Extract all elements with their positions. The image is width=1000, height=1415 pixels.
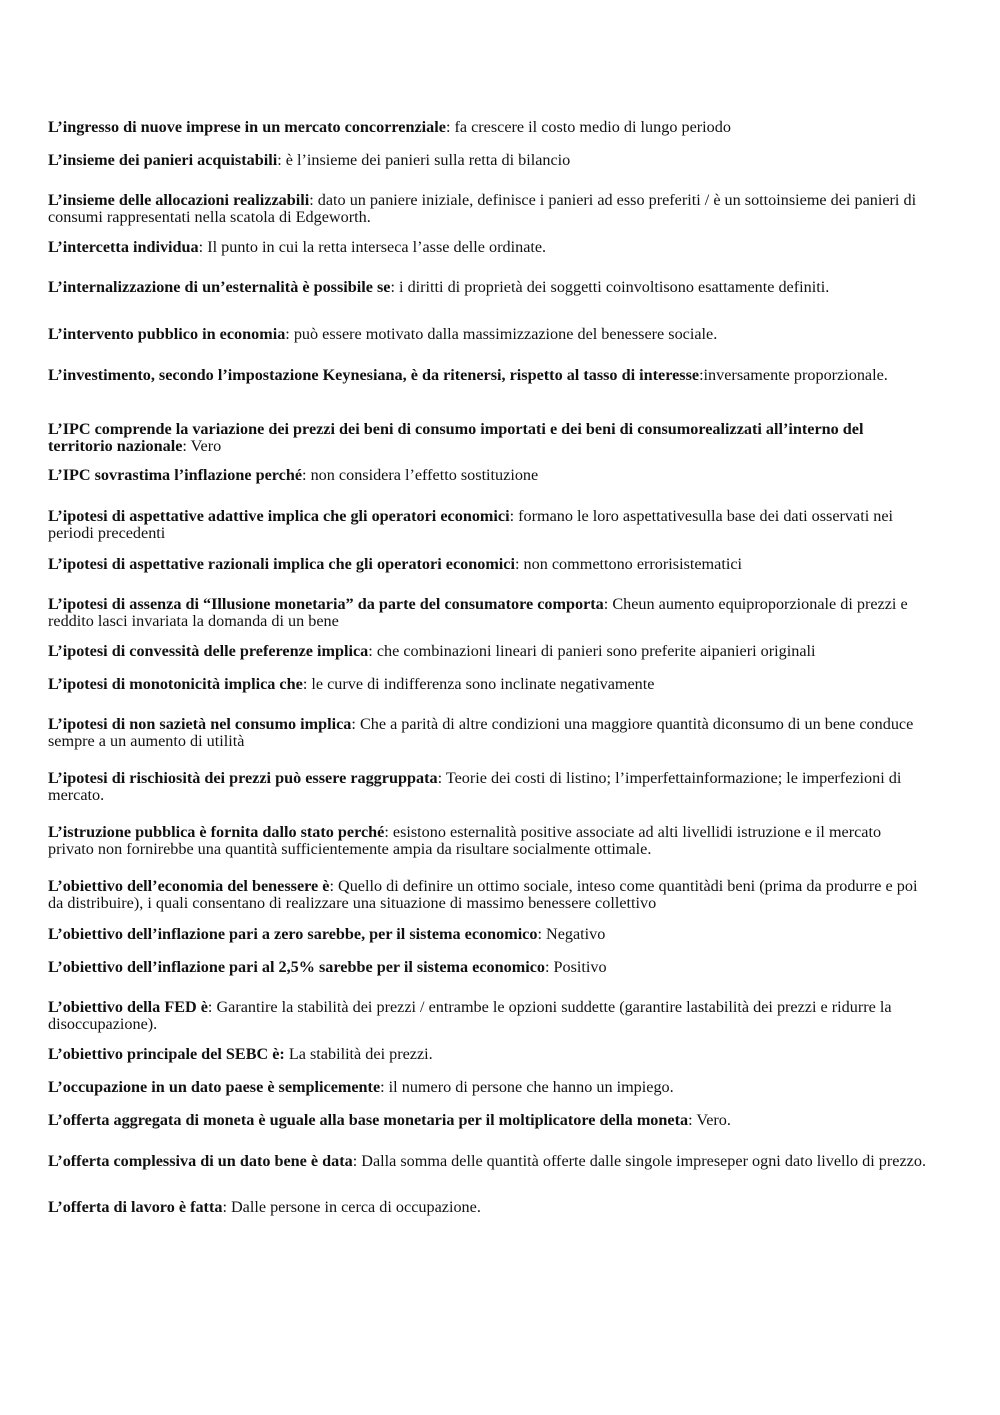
entry-definition: : il numero di persone che hanno un impiego. bbox=[380, 1078, 674, 1096]
entry-definition: : Quello di definire un ottimo sociale, inteso come quantitàdi beni (prima da produrre e poi da distribuire), i quali consentano di realizzare una situazione di massimo benessere collettivo bbox=[48, 877, 918, 912]
entry-definition: : Che a parità di altre condizioni una maggiore quantità diconsumo di un bene conduce sempre a un aumento di utilità bbox=[48, 715, 914, 750]
entry-term: L’IPC comprende la variazione dei prezzi dei beni di consumo importati e dei beni di consumorealizzati all’interno del territorio nazionale bbox=[48, 420, 864, 455]
entry-term: L’investimento, secondo l’impostazione Keynesiana, è da ritenersi, rispetto al tasso di interesse bbox=[48, 366, 700, 384]
entry-definition: :inversamente proporzionale. bbox=[699, 366, 888, 384]
entry-definition: : Il punto in cui la retta interseca l’asse delle ordinate. bbox=[198, 238, 547, 256]
entry-term: L’obiettivo della FED è bbox=[48, 998, 208, 1016]
glossary-entry bbox=[48, 1153, 928, 1170]
entry-definition: : Cheun aumento equiproporzionale di prezzi e reddito lasci invariata la domanda di un bene bbox=[48, 595, 908, 630]
entry-term: L’ipotesi di assenza di “Illusione monetaria” da parte del consumatore comporta bbox=[48, 595, 604, 613]
entry-term: L’insieme delle allocazioni realizzabili bbox=[48, 191, 310, 209]
entry-definition: : dato un paniere iniziale, definisce i panieri ad esso preferiti / è un sottoinsieme dei panieri di consumi rappresentati nella scatola di Edgeworth. bbox=[48, 191, 917, 226]
entry-definition: : non commettono errorisistematici bbox=[514, 555, 743, 573]
entry-definition: : Negativo bbox=[537, 925, 606, 943]
entry-term: L’obiettivo dell’inflazione pari al 2,5% sarebbe per il sistema economico bbox=[48, 958, 545, 976]
entry-term: L’offerta di lavoro è fatta bbox=[48, 1198, 223, 1216]
glossary-entry bbox=[48, 508, 928, 542]
glossary-entry bbox=[48, 152, 928, 169]
entry-definition: : Vero. bbox=[688, 1111, 731, 1129]
glossary-entry bbox=[48, 824, 928, 858]
glossary-entry bbox=[48, 643, 928, 660]
glossary-entry bbox=[48, 421, 928, 455]
glossary-entry bbox=[48, 926, 928, 943]
entry-definition: : Teorie dei costi di listino; l’imperfettainformazione; le imperfezioni di mercato. bbox=[48, 769, 902, 804]
glossary-entry bbox=[48, 556, 928, 573]
glossary-entry bbox=[48, 467, 928, 484]
entry-definition: : esistono esternalità positive associate ad alti livellidi istruzione e il mercato privato non fornirebbe una quantità sufficientemente ampia da risultare socialmente ottimale. bbox=[48, 823, 882, 858]
entry-term: L’obiettivo principale del SEBC è: bbox=[48, 1045, 285, 1063]
entry-definition: : Dalle persone in cerca di occupazione. bbox=[222, 1198, 481, 1216]
glossary-entry bbox=[48, 716, 928, 750]
entry-definition: : che combinazioni lineari di panieri sono preferite aipanieri originali bbox=[368, 642, 816, 660]
entry-term: L’IPC sovrastima l’inflazione perché bbox=[48, 466, 303, 484]
glossary-entry bbox=[48, 119, 928, 136]
entry-term: L’ipotesi di monotonicità implica che bbox=[48, 675, 303, 693]
entry-definition: : le curve di indifferenza sono inclinate negativamente bbox=[302, 675, 655, 693]
entry-term: L’intercetta individua bbox=[48, 238, 199, 256]
entry-definition: : Positivo bbox=[544, 958, 607, 976]
glossary-entry bbox=[48, 999, 928, 1033]
entry-term: L’istruzione pubblica è fornita dallo stato perché bbox=[48, 823, 385, 841]
entry-definition: : è l’insieme dei panieri sulla retta di bilancio bbox=[277, 151, 571, 169]
entry-definition: : fa crescere il costo medio di lungo periodo bbox=[445, 118, 731, 136]
entry-term: L’obiettivo dell’economia del benessere è bbox=[48, 877, 330, 895]
glossary-entry bbox=[48, 596, 928, 630]
entry-definition: La stabilità dei prezzi. bbox=[284, 1045, 433, 1063]
entry-term: L’occupazione in un dato paese è semplicemente bbox=[48, 1078, 381, 1096]
glossary-entry bbox=[48, 326, 928, 343]
glossary-entry bbox=[48, 1046, 928, 1063]
glossary-entry bbox=[48, 770, 928, 804]
entry-term: L’offerta aggregata di moneta è uguale alla base monetaria per il moltiplicatore della moneta bbox=[48, 1111, 689, 1129]
glossary-entry bbox=[48, 959, 928, 976]
glossary-entry bbox=[48, 1199, 928, 1216]
entry-definition: : i diritti di proprietà dei soggetti coinvoltisono esattamente definiti. bbox=[390, 278, 830, 296]
entry-term: L’internalizzazione di un’esternalità è possibile se bbox=[48, 278, 391, 296]
entry-definition: : formano le loro aspettativesulla base dei dati osservati nei periodi precedenti bbox=[48, 507, 894, 542]
entry-term: L’insieme dei panieri acquistabili bbox=[48, 151, 278, 169]
entry-term: L’ipotesi di aspettative razionali implica che gli operatori economici bbox=[48, 555, 515, 573]
entry-definition: : Dalla somma delle quantità offerte dalle singole impreseper ogni dato livello di prezzo. bbox=[352, 1152, 926, 1170]
entry-term: L’ipotesi di convessità delle preferenze implica bbox=[48, 642, 369, 660]
entry-term: L’offerta complessiva di un dato bene è data bbox=[48, 1152, 353, 1170]
entry-term: L’ingresso di nuove imprese in un mercato concorrenziale bbox=[48, 118, 446, 136]
glossary-entry bbox=[48, 192, 928, 226]
glossary-entry bbox=[48, 1112, 928, 1129]
entry-definition: : non considera l’effetto sostituzione bbox=[302, 466, 539, 484]
glossary-entry bbox=[48, 1079, 928, 1096]
entry-term: L’ipotesi di rischiosità dei prezzi può essere raggruppata bbox=[48, 769, 438, 787]
glossary-entry bbox=[48, 367, 928, 384]
glossary-entry bbox=[48, 239, 928, 256]
entry-definition: : può essere motivato dalla massimizzazione del benessere sociale. bbox=[285, 325, 718, 343]
entry-definition: : Vero bbox=[182, 437, 222, 455]
entry-term: L’ipotesi di aspettative adattive implica che gli operatori economici bbox=[48, 507, 510, 525]
glossary-entry bbox=[48, 279, 928, 296]
entry-definition: : Garantire la stabilità dei prezzi / entrambe le opzioni suddette (garantire lastabilità dei prezzi e ridurre la disoccupazione). bbox=[48, 998, 892, 1033]
glossary-entry bbox=[48, 676, 928, 693]
glossary-entry bbox=[48, 878, 928, 912]
entry-term: L’intervento pubblico in economia bbox=[48, 325, 286, 343]
entry-term: L’ipotesi di non sazietà nel consumo implica bbox=[48, 715, 352, 733]
entry-term: L’obiettivo dell’inflazione pari a zero sarebbe, per il sistema economico bbox=[48, 925, 538, 943]
